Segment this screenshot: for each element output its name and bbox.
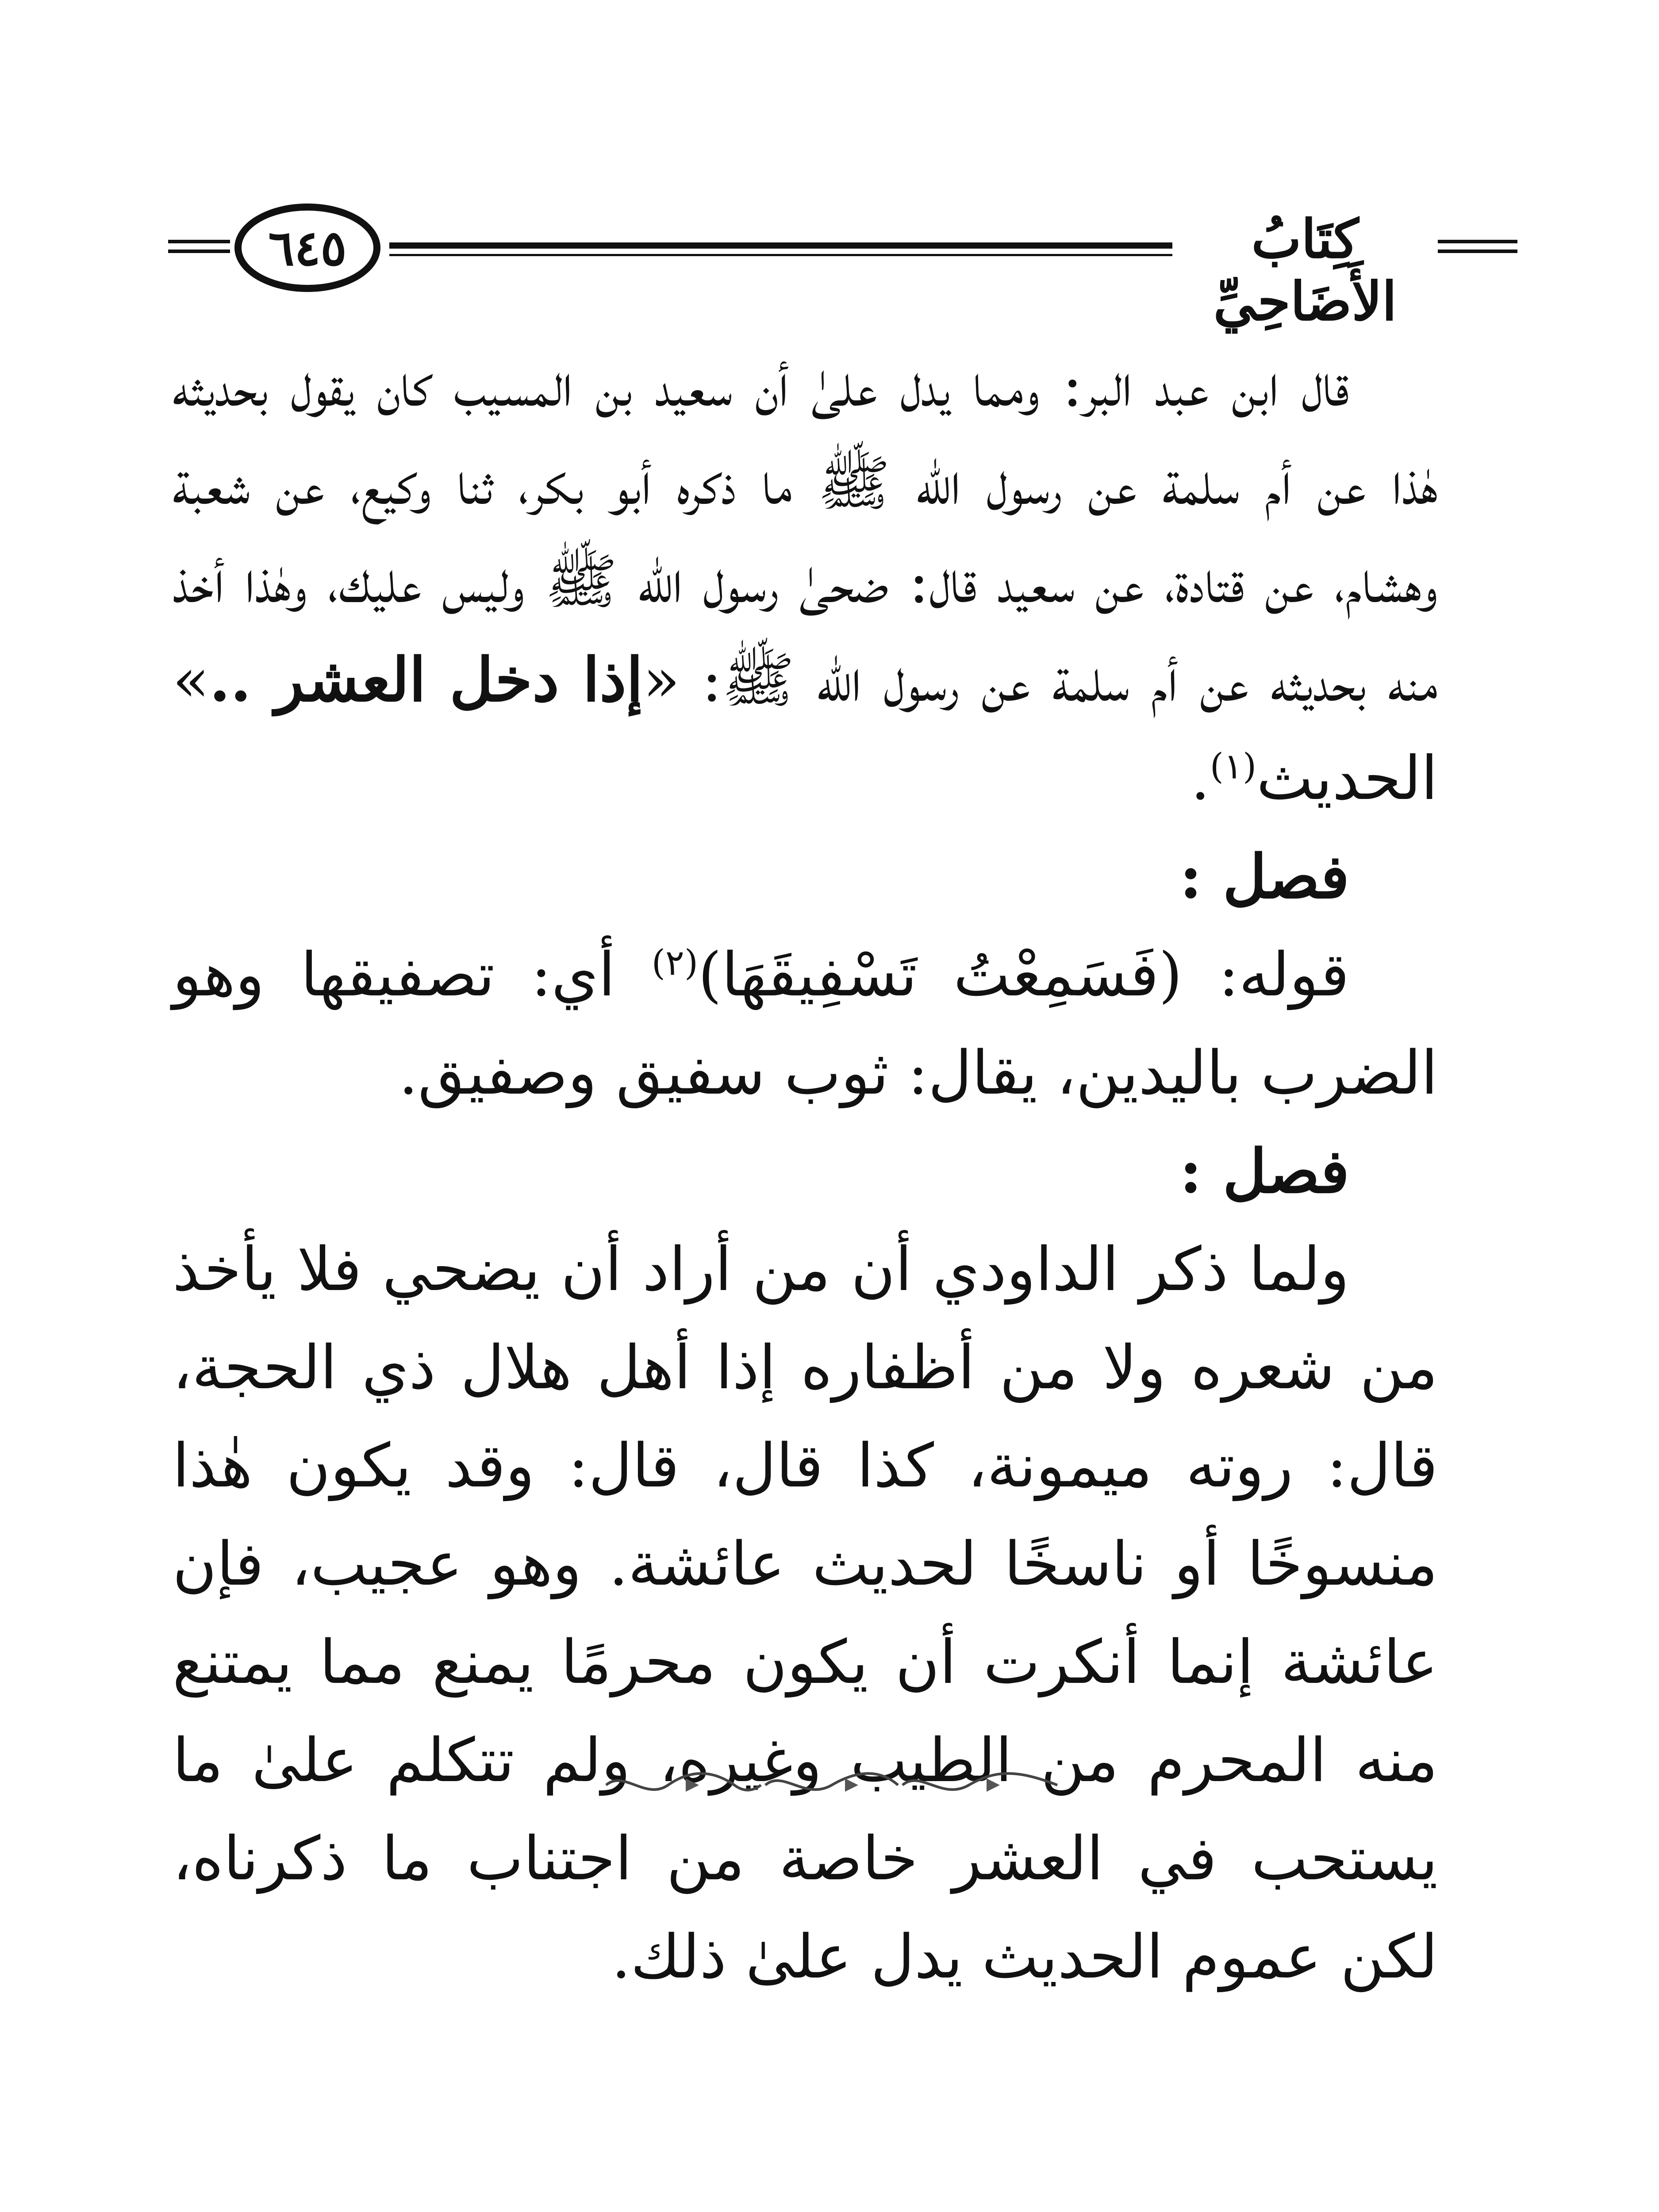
page-number-oval bbox=[234, 204, 380, 292]
header-rule bbox=[389, 254, 1172, 256]
paragraph-text: . bbox=[1190, 744, 1210, 814]
main-text bbox=[173, 336, 1438, 2006]
paragraph-text: قال ابن عبد البر: ومما يدل علىٰ أن سعيد بن المسيب كان يقول بحديثه هٰذا عن أم سلمة عن رسول الله ﷺ ما ذكره أبو بكر، ثنا وكيع، عن شعبة وهشام، عن قتادة، عن سعيد قال: ضحىٰ رسول الله ﷺ وليس عليك، وهٰذا أخذ منه بحديثه عن أم سلمة عن رسول الله ﷺ: « bbox=[173, 350, 1438, 715]
header-rule bbox=[1438, 240, 1517, 243]
paragraph-text: أي: تصفيقها وهو الضرب باليدين، يقال: ثوب سفيق وصفيق. bbox=[173, 940, 1438, 1108]
header-rule bbox=[1438, 250, 1517, 253]
running-title: كِتَابُ الأَضَاحِيِّ bbox=[1213, 208, 1397, 333]
page-header bbox=[168, 199, 1517, 333]
paragraph-text: قوله: (فَسَمِعْتُ تَسْفِيقَهَا) bbox=[698, 940, 1349, 1010]
section-heading: فصل : bbox=[1179, 1136, 1349, 1207]
ornament-divider bbox=[597, 1765, 1066, 1805]
footnote-ref: (٢) bbox=[651, 942, 699, 983]
header-rule bbox=[389, 242, 1172, 249]
paragraph-text: » الحديث bbox=[173, 645, 1438, 814]
paragraph bbox=[173, 336, 1438, 828]
section-heading: فصل : bbox=[1179, 841, 1349, 912]
header-rule bbox=[168, 240, 230, 243]
paragraph bbox=[173, 926, 1438, 1122]
hadith-quote: إذا دخل العشر .. bbox=[209, 645, 643, 715]
header-rule bbox=[168, 250, 230, 253]
footnote-ref: (١) bbox=[1210, 745, 1257, 787]
paragraph: ولما ذكر الداودي أن من أراد أن يضحي فلا يأخذ من شعره ولا من أظفاره إذا أهل هلال ذي الحجة، قال: روته ميمونة، كذا قال، قال: وقد يكون هٰذا منسوخًا أو ناسخًا لحديث عائشة. وهو عجيب، فإن عائشة إنما أنكرت أن يكون محرمًا يمنع مما يمتنع منه المحرم من الطيب وغيره، ولم تتكلم علىٰ ما يستحب في العشر خاصة من اجتناب ما ذكرناه، لكن عموم الحديث يدل علىٰ ذلك. bbox=[173, 1235, 1438, 1992]
page-number: ٦٤٥ bbox=[268, 219, 347, 276]
